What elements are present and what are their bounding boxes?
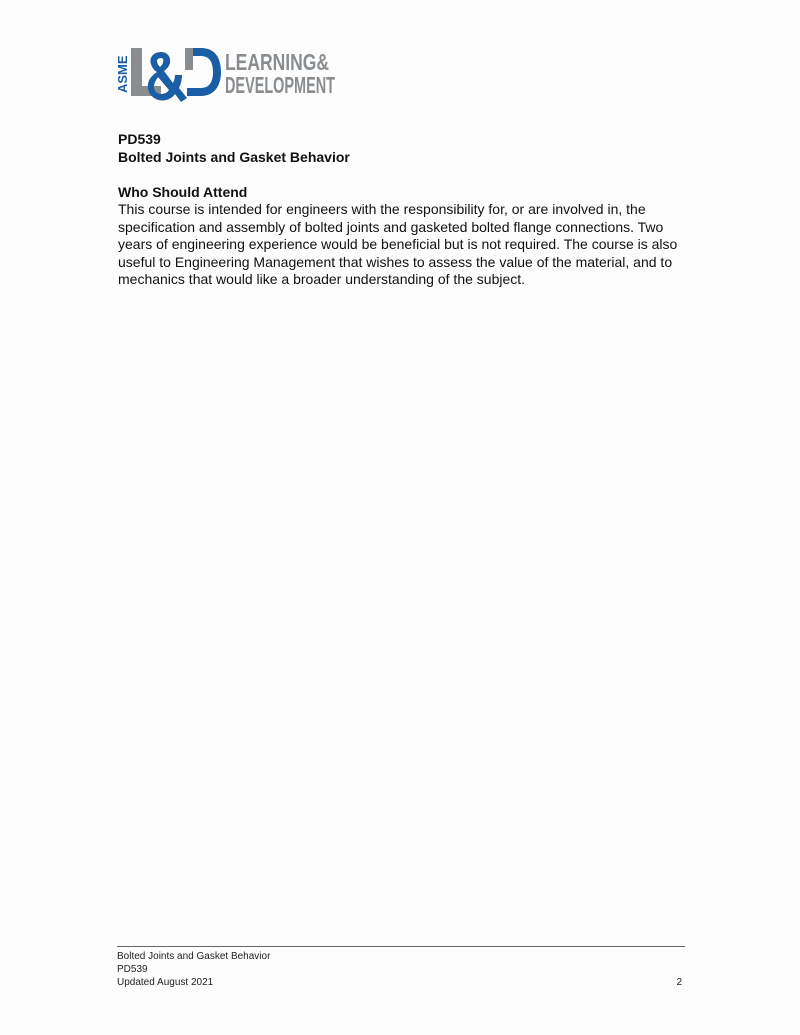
- footer-course-code: PD539: [117, 964, 148, 975]
- logo-d-bar: [185, 48, 193, 70]
- logo-ampersand: [148, 52, 187, 102]
- page-footer: [117, 946, 685, 989]
- main-content: [118, 130, 688, 289]
- asme-ld-logo: [115, 44, 340, 106]
- footer-course-title: Bolted Joints and Gasket Behavior: [117, 951, 271, 962]
- logo-development-text: DEVELOPMENT: [225, 72, 335, 98]
- section-heading: Who Should Attend: [118, 184, 248, 200]
- logo-learning-text: LEARNING&: [225, 49, 329, 75]
- course-code: PD539: [118, 131, 161, 147]
- section-body: This course is intended for engineers with the responsibility for, or are involved in, the specification and assembly of bolted joints and gasketed bolted flange connections. Two years of engineering experience would be beneficial but is not required. The course is also useful to Engineering Management that wishes to assess the value of the material, and to mechanics that would like a broader understanding of the subject.: [118, 201, 678, 288]
- logo-graphic: [115, 44, 340, 106]
- footer-updated-date: Updated August 2021: [117, 977, 214, 988]
- page-number: 2: [676, 977, 682, 988]
- logo-asme-text: ASME: [115, 55, 130, 93]
- course-title: Bolted Joints and Gasket Behavior: [118, 149, 350, 165]
